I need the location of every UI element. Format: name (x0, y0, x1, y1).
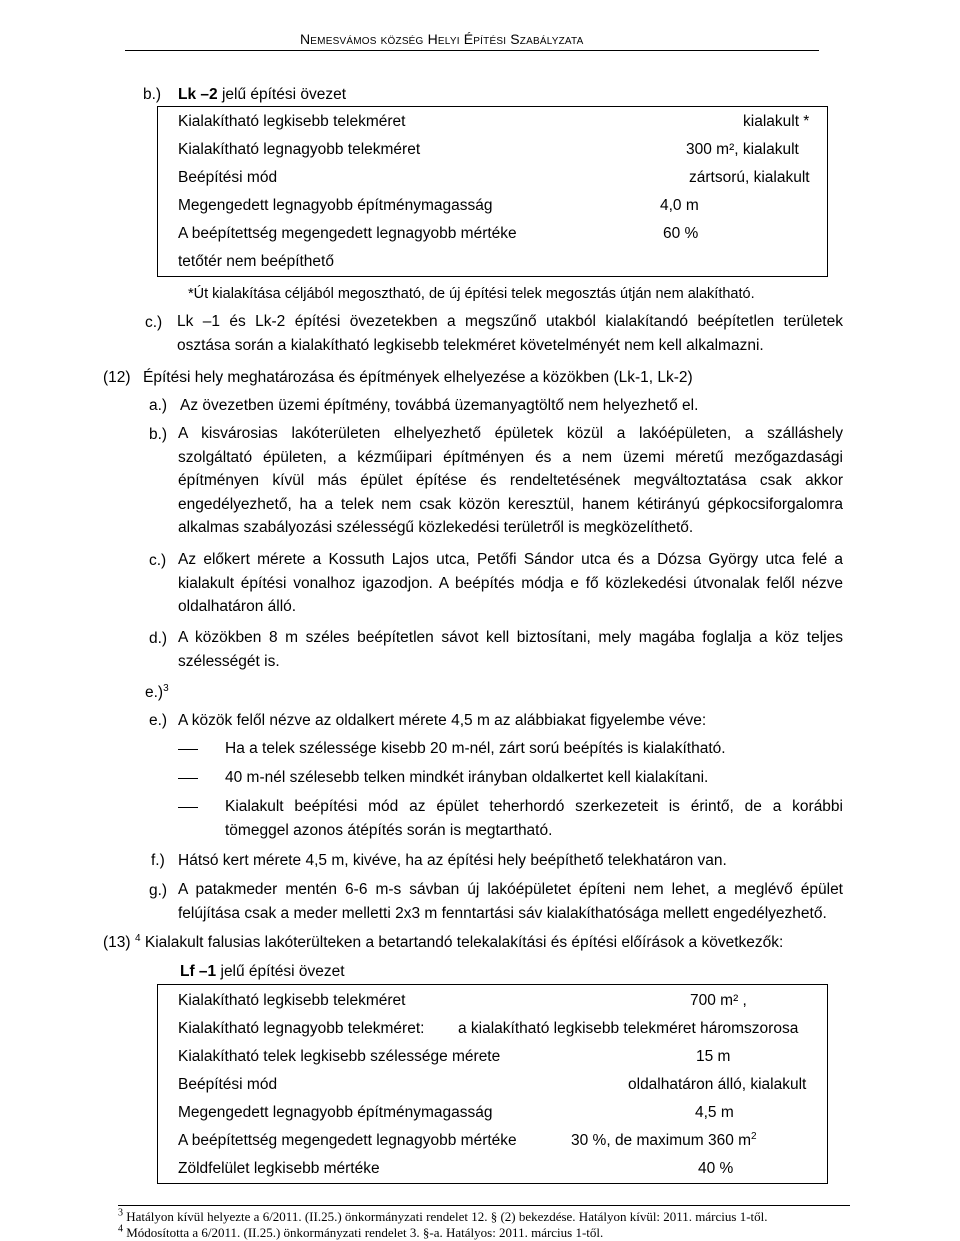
lk2-title (178, 86, 346, 104)
p13-label: (13) (103, 934, 131, 951)
text-line: felújítása csak a meder melletti 2x3 m fenntartási sáv kialakíthatósága mellett engedélyezhető. (178, 904, 827, 922)
dash-bullet (178, 749, 198, 750)
text-line: A kisvárosias lakóterületen elhelyezhető épületek közül a lakóépületen, a szálláshely (178, 425, 843, 442)
running-header: Nemesvámos község Helyi Építési Szabályzata (300, 31, 584, 47)
lf1-row-value: 700 m² , (690, 992, 747, 1009)
lk2-row (158, 248, 827, 276)
text-line: szolgáltató épületen, a kézműipari építményen és a nem üzemi méretű mezőgazdasági (178, 448, 843, 466)
lf1-row (158, 1015, 827, 1043)
p12-e-old (145, 684, 169, 702)
lf1-row (158, 1155, 827, 1183)
lk2-row-value: 300 m², kialakult (686, 141, 799, 158)
lk2-row-key: tetőtér nem beépíthető (178, 253, 334, 270)
lf1-row-key: Zöldfelület legkisebb mértéke (178, 1160, 380, 1177)
lk2-row-key: Kialakítható legnagyobb telekméret (178, 141, 421, 158)
lf1-title-code: Lf –1 (180, 963, 217, 980)
p12-f-text: Hátsó kert mérete 4,5 m, kivéve, ha az építési hely beépíthető telekhatáron van. (178, 852, 727, 869)
text-line: kialakult építési vonalhoz igazodjon. A beépítés módja e fő közlekedési útvonalak felől nézve (178, 574, 843, 592)
lk2-row-key: Beépítési mód (178, 169, 278, 186)
lf1-row (158, 1043, 827, 1071)
lk2-row-value: kialakult * (743, 113, 810, 130)
lk2-row-key: A beépítettség megengedett legnagyobb mértéke (178, 225, 517, 242)
footnote (118, 1225, 603, 1241)
lk2-row-key: Megengedett legnagyobb építménymagasság (178, 197, 493, 214)
text-line: Kialakult beépítési mód az épület teherhordó szerkezeteit is érintő, de a korábbi (225, 798, 843, 815)
bullet-text: Ha a telek szélessége kisebb 20 m-nél, zárt sorú beépítés is kialakítható. (225, 740, 726, 757)
lf1-row (158, 1071, 827, 1099)
footnote-number: 4 (118, 1223, 123, 1235)
p12-f-label: f.) (151, 852, 165, 869)
text-line: Lk –1 és Lk-2 építési övezetekben a megszűnő utakból kialakítandó beépítetlen területek (177, 313, 843, 330)
lk2-row (158, 136, 827, 164)
lf1-row-key: Kialakítható legkisebb telekméret (178, 992, 406, 1009)
text-line: A közökben 8 m széles beépítetlen sávot kell biztosítani, mely magába foglalja a köz teljes (178, 629, 843, 646)
lf1-row-value: 15 m (696, 1048, 731, 1065)
lf1-row (158, 1127, 827, 1155)
footnote-text: Hatályon kívül helyezte a 6/2011. (II.25.) önkormányzati rendelet 12. § (2) bekezdése. Hatályon kívül: 2011. március 1-től. (126, 1209, 768, 1224)
lk2-row (158, 108, 827, 136)
lf1-table (157, 984, 828, 1184)
footnote-number: 3 (118, 1207, 123, 1219)
lk2-row-value: 60 % (663, 225, 699, 242)
lk2-row (158, 220, 827, 248)
lk2-row (158, 192, 827, 220)
lk2-table (157, 106, 828, 277)
lf1-row-key: Beépítési mód (178, 1076, 278, 1093)
p12-a-text: Az övezetben üzemi építmény, továbbá üzemanyagtöltő nem helyezhető el. (180, 397, 699, 414)
c-prev-text (177, 310, 843, 357)
p12-b-text (178, 422, 843, 540)
text-line: építményen kívül más épület építése és rendeltetésének megváltoztatása csak akkor (178, 472, 843, 489)
p13-text-body: Kialakult falusias lakóterülteken a betartandó telekalakítási és építési előírások a következők: (144, 934, 784, 951)
p12-e-old-label: e.) (145, 684, 164, 701)
p12-title: Építési hely meghatározása és építmények elhelyezése a közökben (Lk-1, Lk-2) (143, 369, 693, 386)
p12-c-text (178, 548, 843, 619)
text-line: tömeggel azonos átépítés során is megtartható. (225, 821, 553, 839)
text-line: A patakmeder mentén 6-6 m-s sávban új lakóépületet építeni nem lehet, a meglévő épület (178, 881, 843, 898)
p12-a-label: a.) (149, 397, 168, 414)
p12-g-label: g.) (149, 882, 168, 899)
bullet-text: 40 m-nél szélesebb telken mindkét irányban oldalkertet kell kialakítani. (225, 769, 709, 786)
lk2-label: b.) (143, 86, 162, 103)
text-line: oldalhatáron álló. (178, 598, 297, 615)
footnote-rule (118, 1205, 850, 1206)
p12-e-text: A közök felől nézve az oldalkert mérete 4,5 m az alábbiakat figyelembe véve: (178, 712, 707, 729)
p12-d-text (178, 626, 843, 673)
text-line: Az előkert mérete a Kossuth Lajos utca, Petőfi Sándor utca és a Dózsa György utca felé a (178, 551, 843, 568)
p13-text (135, 934, 783, 952)
lf1-row-key: Megengedett legnagyobb építménymagasság (178, 1104, 493, 1121)
unit-exponent: 2 (751, 1130, 757, 1142)
text-line: engedélyezhető, ha a telek nem csak közön keresztül, hanem kétirányú gépkocsiforgalomra (178, 495, 843, 513)
lf1-row-value (571, 1132, 757, 1150)
lk2-row (158, 164, 827, 192)
footnote (118, 1209, 768, 1225)
lf1-row-key: A beépítettség megengedett legnagyobb mértéke (178, 1132, 517, 1149)
lk2-title-rest: jelű építési övezet (217, 86, 347, 103)
p12-g-text (178, 878, 843, 925)
text-line: osztása során a kialakítható legkisebb telekméret követelményét nem kell alkalmazni. (177, 336, 764, 354)
text-line: alkalmas szabályozási szélességű közlekedési területről is megközelíthető. (178, 519, 694, 536)
lf1-row-key: Kialakítható telek legkisebb szélessége mérete (178, 1048, 501, 1065)
lf1-row (158, 987, 827, 1015)
p12-d-label: d.) (149, 630, 168, 647)
lf1-row-value: a kialakítható legkisebb telekméret háromszorosa (458, 1020, 799, 1037)
lf1-row-key: Kialakítható legnagyobb telekméret: (178, 1020, 425, 1037)
c-prev-label: c.) (145, 314, 163, 331)
header-rule (125, 50, 819, 51)
lf1-row-value-text: 30 %, de maximum 360 m (571, 1132, 752, 1149)
lk2-row-value: 4,0 m (660, 197, 699, 214)
p12-label: (12) (103, 369, 131, 386)
bullet-text (225, 795, 843, 842)
lk2-row-value: zártsorú, kialakult (689, 169, 810, 186)
lf1-row-value: 4,5 m (695, 1104, 734, 1121)
dash-bullet (178, 778, 198, 779)
p12-c-label: c.) (149, 552, 167, 569)
lk2-title-code: Lk –2 (178, 86, 218, 103)
lf1-row (158, 1099, 827, 1127)
lk2-footnote-note: *Út kialakítása céljából megosztható, de új építési telek megosztás útján nem alakítható. (188, 286, 755, 302)
footnote-text: Módosította a 6/2011. (II.25.) önkormányzati rendelet 3. §-a. Hatályos: 2011. március 1-től. (126, 1225, 604, 1240)
footnote-ref: 3 (163, 682, 169, 694)
text-line: szélességét is. (178, 652, 280, 670)
lf1-title (180, 963, 345, 981)
lf1-row-value: oldalhatáron álló, kialakult (628, 1076, 807, 1093)
footnote-ref: 4 (135, 932, 141, 944)
p12-b-label: b.) (149, 426, 168, 443)
dash-bullet (178, 807, 198, 808)
lk2-row-key: Kialakítható legkisebb telekméret (178, 113, 406, 130)
lf1-row-value: 40 % (698, 1160, 734, 1177)
lf1-title-rest: jelű építési övezet (216, 963, 345, 980)
p12-e-label: e.) (149, 712, 168, 729)
